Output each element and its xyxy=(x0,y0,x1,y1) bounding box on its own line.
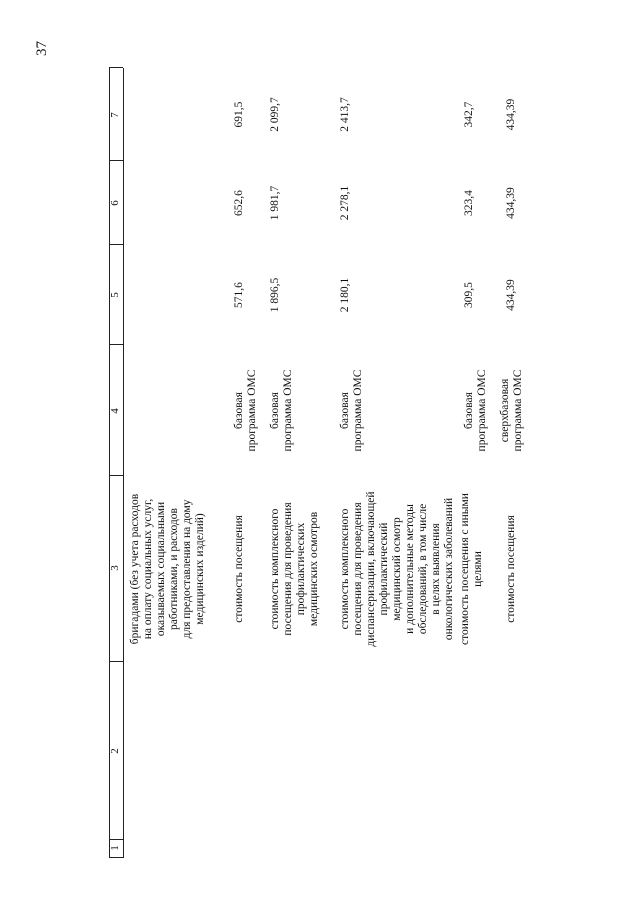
row-2-program xyxy=(269,345,295,476)
line: базовая xyxy=(233,392,245,429)
line: диспансеризации, включающей xyxy=(365,491,377,647)
header-col-7: 7 xyxy=(109,112,121,118)
line: программа ОМС xyxy=(282,369,294,452)
row-0-description xyxy=(129,476,207,662)
header-bottom-border xyxy=(123,68,124,858)
line: сверхбазовая xyxy=(499,378,511,443)
row-4-value-6: 323,4 xyxy=(463,190,475,216)
row-1-value-7: 691,5 xyxy=(233,101,245,128)
row-5-description xyxy=(505,476,518,662)
header-divider-3 xyxy=(109,475,123,476)
row-4-description xyxy=(459,476,485,662)
line: на оплату социальных услуг, xyxy=(142,498,154,640)
row-5-value-7: 434,39 xyxy=(505,98,517,131)
line: стоимость комплексного xyxy=(339,508,351,630)
table-top-border xyxy=(109,68,110,858)
line: стоимость посещения xyxy=(505,515,517,623)
line: медицинских изделий) xyxy=(194,513,206,625)
row-5-program xyxy=(499,345,525,476)
line: оказываемых социальными xyxy=(155,501,167,637)
line: целями xyxy=(472,551,484,587)
row-3-description xyxy=(339,476,456,662)
line: посещения для проведения xyxy=(282,502,294,636)
row-5-value-6: 434,39 xyxy=(505,187,517,219)
row-2-value-6: 1 981,7 xyxy=(269,185,281,221)
row-3-value-6: 2 278,1 xyxy=(339,185,351,221)
line: для предоставления на дому xyxy=(181,499,193,639)
line: обследований, в том числе xyxy=(417,503,429,635)
line: медицинских осмотров xyxy=(308,511,320,627)
header-col-5: 5 xyxy=(109,292,121,298)
line: программа ОМС xyxy=(352,369,364,452)
row-4-program xyxy=(463,345,489,476)
page-number: 37 xyxy=(34,41,50,56)
header-col-4: 4 xyxy=(109,408,121,414)
row-1-program xyxy=(233,345,259,476)
header-col-1: 1 xyxy=(109,845,121,851)
row-1-description xyxy=(233,476,246,662)
line: онкологических заболеваний xyxy=(443,497,455,641)
line: и дополнительные методы xyxy=(404,504,416,634)
line: программа ОМС xyxy=(246,369,258,452)
header-divider-4 xyxy=(109,344,123,345)
header-col-2: 2 xyxy=(109,748,121,754)
header-divider-5 xyxy=(109,244,123,245)
line: стоимость комплексного xyxy=(269,508,281,630)
line: посещения для проведения xyxy=(352,502,364,636)
line: профилактический xyxy=(378,522,390,616)
header-divider-6 xyxy=(109,160,123,161)
line: программа ОМС xyxy=(512,369,524,452)
row-1-value-5: 571,6 xyxy=(233,282,245,308)
row-4-value-5: 309,5 xyxy=(463,282,475,308)
line: базовая xyxy=(269,392,281,429)
row-4-value-7: 342,7 xyxy=(463,101,475,128)
header-col-6: 6 xyxy=(109,200,121,206)
line: профилактических xyxy=(295,522,307,616)
row-3-program xyxy=(339,345,365,476)
row-2-value-7: 2 099,7 xyxy=(269,97,281,132)
line: программа ОМС xyxy=(476,369,488,452)
line: медицинский осмотр xyxy=(391,517,403,621)
row-1-value-6: 652,6 xyxy=(233,190,245,216)
line: стоимость посещения xyxy=(233,515,245,623)
line: бригадами (без учета расходов xyxy=(129,493,141,645)
row-2-description xyxy=(269,476,321,662)
row-2-value-5: 1 896,5 xyxy=(269,277,281,313)
line: работниками, и расходов xyxy=(168,508,180,630)
row-3-value-5: 2 180,1 xyxy=(339,277,351,313)
table-right-border xyxy=(109,67,123,68)
line: в целях выявления xyxy=(430,523,442,615)
rotated-table xyxy=(109,68,559,858)
line: стоимость посещения с иными xyxy=(459,493,471,645)
header-col-3: 3 xyxy=(109,565,121,571)
line: базовая xyxy=(339,392,351,429)
row-3-value-7: 2 413,7 xyxy=(339,97,351,132)
line: базовая xyxy=(463,392,475,429)
header-divider-2 xyxy=(109,661,123,662)
row-5-value-5: 434,39 xyxy=(505,279,517,311)
